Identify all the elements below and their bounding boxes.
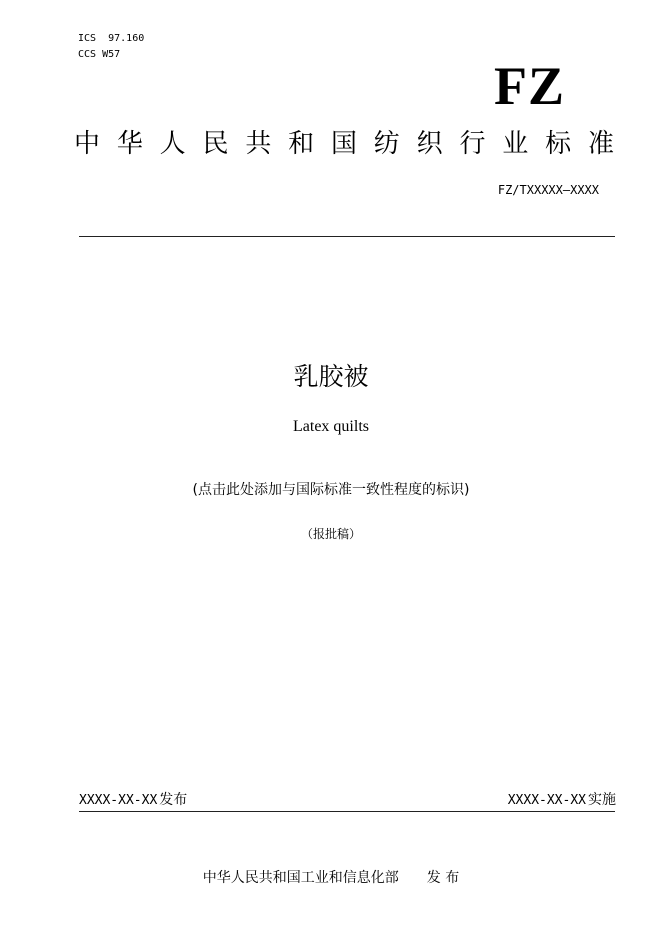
document-title-zh: 乳胶被 — [293, 362, 369, 391]
standard-type-char: 人 — [159, 129, 186, 159]
ics-code: 97.160 — [108, 33, 145, 44]
standard-type-char: 共 — [245, 129, 272, 159]
issuing-body: 中华人民共和国工业和信息化部 — [202, 870, 399, 886]
standard-type-heading — [74, 126, 614, 162]
ccs-code: W57 — [102, 49, 121, 60]
standard-type-char: 国 — [330, 129, 357, 159]
conformance-note: (点击此处添加与国际标准一致性程度的标识) — [192, 482, 470, 498]
standard-type-char: 织 — [416, 129, 443, 159]
standard-type-char: 行 — [459, 129, 486, 159]
ccs-label: CCS — [78, 49, 97, 60]
standard-type-char: 中 — [74, 129, 101, 159]
draft-stage: （报批稿） — [300, 527, 361, 541]
publisher-line — [0, 867, 662, 889]
ics-label: ICS — [78, 33, 97, 44]
implement-label: 实施 — [588, 792, 616, 808]
standard-type-char: 准 — [587, 129, 614, 159]
fz-logo: FZ — [494, 56, 566, 116]
implement-date-block — [508, 790, 616, 811]
implement-date: XXXX-XX-XX — [507, 793, 586, 808]
issue-date-block — [79, 790, 187, 811]
standard-type-char: 民 — [202, 129, 229, 159]
standard-type-char: 标 — [545, 129, 572, 159]
standard-number: FZ/TXXXXX—XXXX — [497, 183, 599, 197]
standard-type-char: 和 — [288, 129, 315, 159]
standard-type-char: 纺 — [373, 129, 400, 159]
issue-label: 发布 — [159, 792, 188, 808]
document-title-en: Latex quilts — [293, 418, 369, 435]
standard-type-char: 业 — [502, 129, 529, 159]
issue-date: XXXX-XX-XX — [79, 793, 158, 808]
classification-codes — [78, 31, 144, 63]
footer-divider — [79, 811, 615, 812]
standard-type-char: 华 — [116, 129, 143, 159]
header-divider — [79, 236, 615, 237]
issue-word: 发 布 — [426, 870, 460, 886]
